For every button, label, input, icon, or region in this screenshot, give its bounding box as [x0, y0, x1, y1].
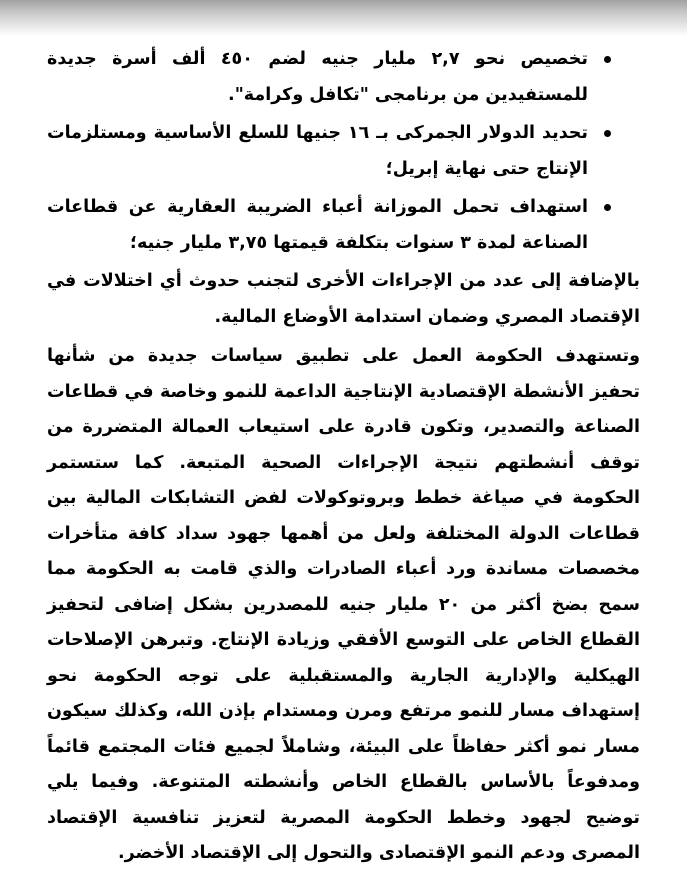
bullet-text: استهداف تحمل الموزانة أعباء الضريبة العقارية عن قطاعات الصناعة لمدة ٣ سنوات بتكلفة قيمتها ٣,٧٥ مليار جنيه؛: [47, 197, 588, 253]
bullet-icon: [604, 130, 611, 137]
bullet-text: تحديد الدولار الجمركى بـ ١٦ جنيها للسلع الأساسية ومستلزمات الإنتاج حتى نهاية إبريل؛: [47, 123, 588, 179]
bullet-icon: [604, 204, 611, 211]
bullet-item-takaful-karama: [47, 42, 640, 113]
bullet-text: تخصيص نحو ٢,٧ مليار جنيه لضم ٤٥٠ ألف أسرة جديدة للمستفيدين من برنامجى "تكافل وكرامة".: [47, 49, 588, 105]
paragraph-additional-measures: بالإضافة إلى عدد من الإجراءات الأخرى لتجنب حدوث أي اختلالات في الإقتصاد المصري وضمان استدامة الأوضاع المالية.: [47, 271, 640, 327]
document-content: [47, 42, 640, 876]
bullet-icon: [604, 56, 611, 63]
paragraph-government-policies: وتستهدف الحكومة العمل على تطبيق سياسات جديدة من شأنها تحفيز الأنشطة الإقتصادية الإنتاجية الداعمة للنمو وخاصة في قطاعات الصناعة والتصدير، وتكون قادرة على استيعاب العمالة المتضررة من توقف أنشطتهم نتيجة الإجراءات الصحية المتبعة. كما ستستمر الحكومة في صياغة خطط وبروتوكولات لفض التشابكات المالية بين قطاعات الدولة المختلفة ولعل من أهمها جهود سداد كافة متأخرات مخصصات مساندة ورد أعباء الصادرات والذي قامت به الحكومة مما سمح بضخ أكثر من ٢٠ مليار جنيه للمصدرين بشكل إضافى لتحفيز القطاع الخاص على التوسع الأفقي وزيادة الإنتاج. وتبرهن الإصلاحات الهيكلية والإدارية الجارية والمستقبلية على توجه الحكومة نحو إستهداف مسار للنمو مرتفع ومرن ومستدام بإذن الله، وكذلك سيكون مسار نمو أكثر حفاظاً على البيئة، وشاملاً لجميع فئات المجتمع قائماً ومدفوعاً بالأساس بالقطاع الخاص وأنشطته المتنوعة. وفيما يلي توضيح لجهود وخطط الحكومة المصرية لتعزيز تنافسية الإقتصاد المصرى ودعم النمو الإقتصادى والتحول إلى الإقتصاد الأخضر.: [47, 346, 640, 863]
bullet-item-customs-dollar: [47, 116, 640, 187]
bullet-item-real-estate-tax: [47, 190, 640, 261]
scan-edge-shadow: [0, 0, 687, 36]
bullet-list: [47, 42, 640, 261]
